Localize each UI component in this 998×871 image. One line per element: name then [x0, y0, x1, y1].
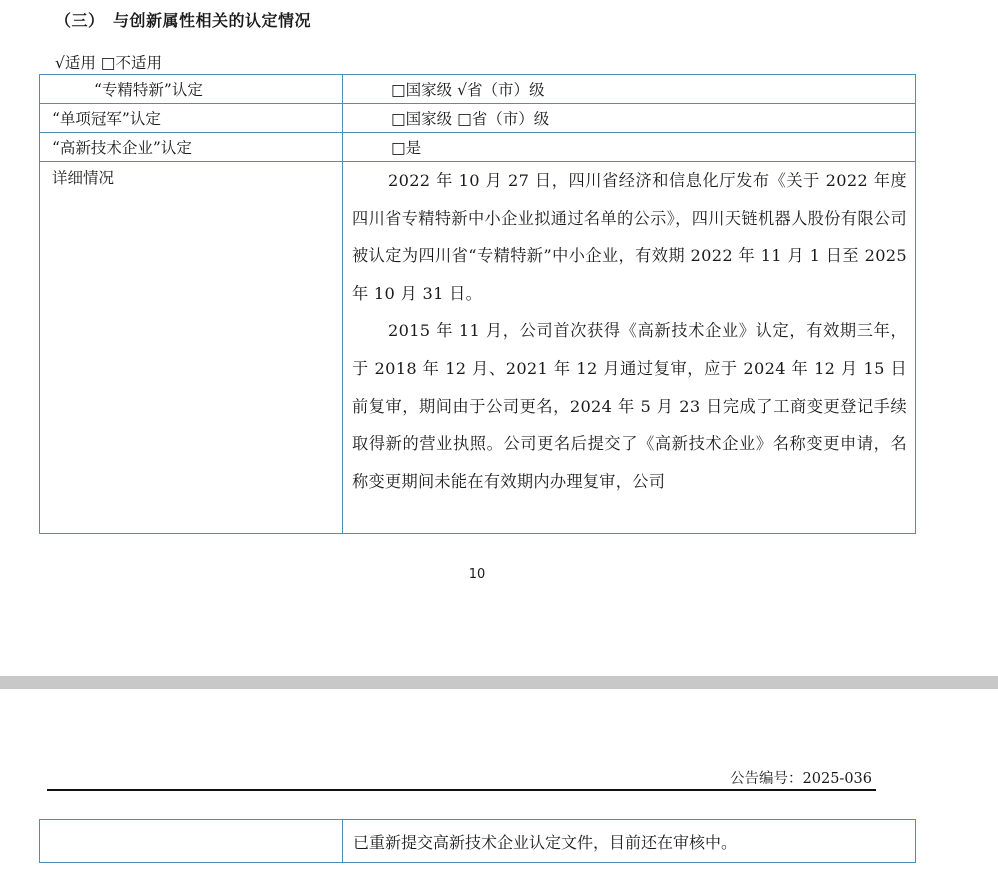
- detail-label: 详细情况: [52, 169, 115, 187]
- specialized-new-label: “专精特新”认定: [94, 81, 203, 99]
- detail-paragraph: 2022 年 10 月 27 日，四川省经济和信息化厅发布《关于 2022 年度四川省专精特新中小企业拟通过名单的公示》，四川天链机器人股份有限公司被认定为四川省“专精特新”中小企业，有效期 2022 年 11 月 1 日至 2025 年 10 月 31 日。: [352, 171, 907, 303]
- high-tech-value: □是: [391, 139, 422, 157]
- row-label-cell: [40, 104, 343, 133]
- announcement-number: 公告编号：2025-036: [730, 771, 872, 787]
- single-champion-value: □国家级 □省（市）级: [391, 110, 550, 128]
- header-rule: [47, 789, 876, 791]
- table-row: [40, 104, 916, 133]
- high-tech-label: “高新技术企业”认定: [52, 139, 192, 157]
- row-label-cell: [40, 75, 343, 104]
- section-title: （三） 与创新属性相关的认定情况: [55, 11, 312, 30]
- table-row: [40, 75, 916, 104]
- table-row: [40, 133, 916, 162]
- applicability-checkboxes: √适用 □不适用: [55, 54, 162, 72]
- table-row: [40, 162, 916, 534]
- detail-label-cell: [40, 162, 343, 534]
- page-number: 10: [468, 567, 486, 582]
- continuation-table: [39, 819, 916, 863]
- page-separator: [0, 676, 998, 689]
- specialized-new-value: □国家级 √省（市）级: [391, 81, 545, 99]
- table-row: [40, 820, 916, 863]
- row-label-cell: [40, 133, 343, 162]
- row-value-cell: [343, 75, 916, 104]
- detail-value-cell: [343, 162, 916, 534]
- continuation-label-cell: [40, 820, 343, 863]
- row-value-cell: [343, 133, 916, 162]
- detail-paragraph: 2015 年 11 月，公司首次获得《高新技术企业》认定，有效期三年，于 2018 年 12 月、2021 年 12 月通过复审，应于 2024 年 12 月 15 日前复审，期间由于公司更名，2024 年 5 月 23 日完成了工商变更登记手续取得新的营业执照。公司更名后提交了《高新技术企业》名称变更申请，名称变更期间未能在有效期内办理复审，公司: [352, 321, 907, 491]
- innovation-certification-table: [39, 74, 916, 534]
- continuation-value: 已重新提交高新技术企业认定文件，目前还在审核中。: [353, 832, 738, 852]
- single-champion-label: “单项冠军”认定: [52, 110, 161, 128]
- continuation-value-cell: [343, 820, 916, 863]
- row-value-cell: [343, 104, 916, 133]
